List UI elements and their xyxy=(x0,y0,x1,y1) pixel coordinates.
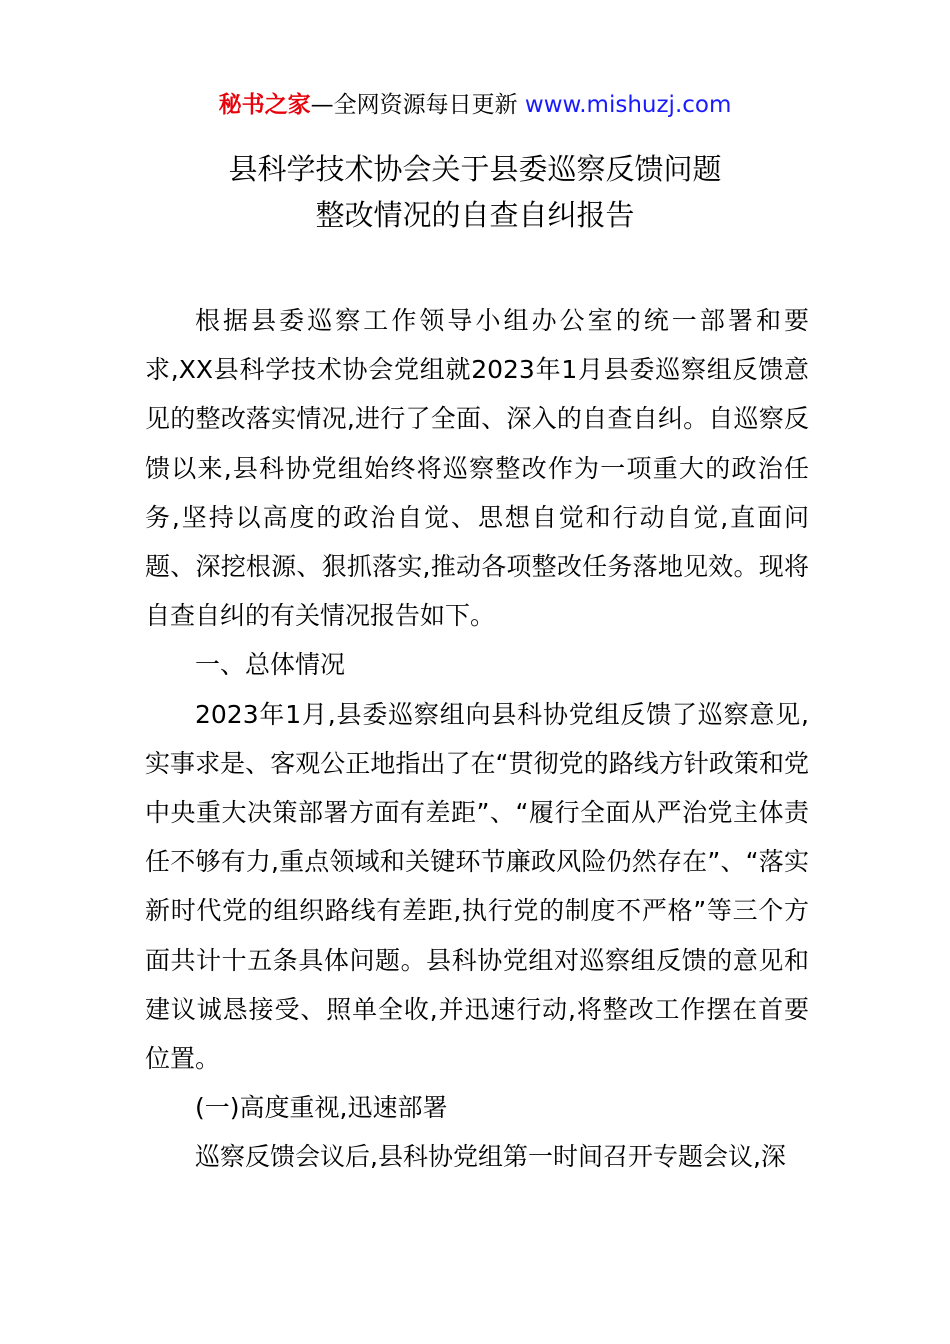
brand-name: 秘书之家 xyxy=(218,92,311,118)
document-title xyxy=(0,146,950,238)
paragraph-intro: 根据县委巡察工作领导小组办公室的统一部署和要求,XX县科学技术协会党组就2023年1月县委巡察组反馈意见的整改落实情况,进行了全面、深入的自查自纠。自巡察反馈以来,县科协党组始终将巡察整改作为一项重大的政治任务,坚持以高度的政治自觉、思想自觉和行动自觉,直面问题、深挖根源、狠抓落实,推动各项整改任务落地见效。现将自查自纠的有关情况报告如下。 xyxy=(145,306,809,631)
title-line-2: 整改情况的自查自纠报告 xyxy=(315,198,635,232)
subsection-heading-1: (一)高度重视,迅速部署 xyxy=(195,1093,448,1123)
section-heading-overall: 一、总体情况 xyxy=(195,650,346,680)
site-header-banner xyxy=(0,88,950,122)
paragraph-overall: 2023年1月,县委巡察组向县科协党组反馈了巡察意见,实事求是、客观公正地指出了在“贯彻党的路线方针政策和党中央重大决策部署方面有差距”、“履行全面从严治党主体责任不够有力,重点领域和关键环节廉政风险仍然存在”、“落实新时代党的组织路线有差距,执行党的制度不严格”等三个方面共计十五条具体问题。县科协党组对巡察组反馈的意见和建议诚恳接受、照单全收,并迅速行动,将整改工作摆在首要位置。 xyxy=(145,699,809,1074)
header-slogan: —全网资源每日更新 xyxy=(310,92,525,118)
site-url-link[interactable]: www.mishuzj.com xyxy=(524,92,732,118)
document-body xyxy=(145,296,809,1182)
title-line-1: 县科学技术协会关于县委巡察反馈问题 xyxy=(228,152,722,186)
paragraph-subsection-1: 巡察反馈会议后,县科协党组第一时间召开专题会议,深 xyxy=(195,1142,786,1172)
